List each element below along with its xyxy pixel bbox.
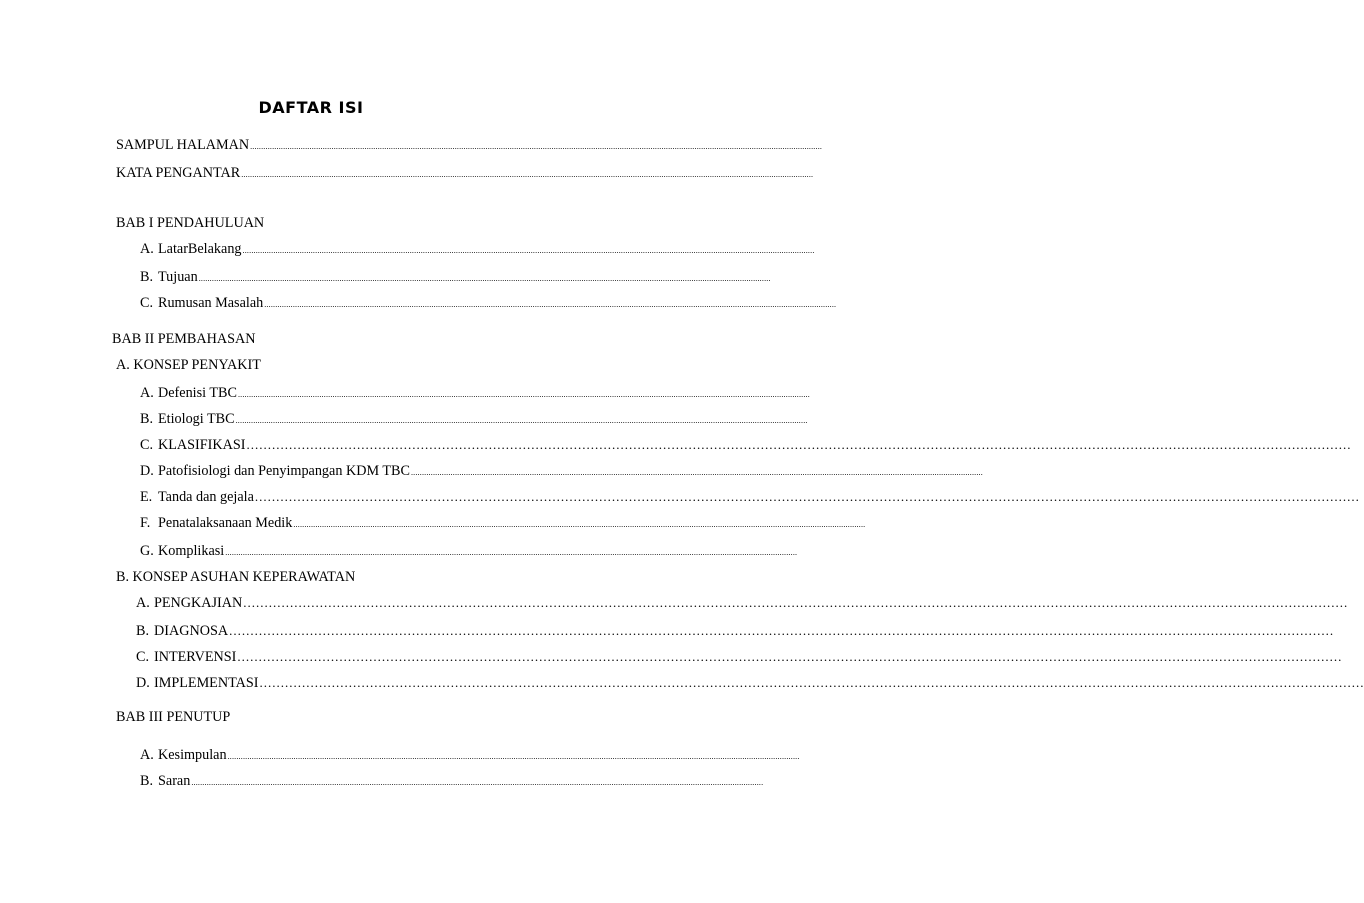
toc-entry-sampul[interactable] (116, 134, 823, 156)
toc-entry-number: B. (136, 623, 150, 639)
toc-leader-dots: .................................................................................................................................................................................................................................................................... (237, 390, 810, 399)
toc-entry-number: C. (140, 437, 154, 453)
toc-entry-tanda-dan-gejala[interactable] (140, 486, 1360, 508)
toc-entry-rumusan-masalah[interactable] (140, 292, 837, 314)
chapter-heading-bab-1: BAB I PENDAHULUAN (116, 215, 265, 231)
toc-leader-dots: .................................................................................................................................................................................................................................................................... (235, 416, 808, 425)
toc-leader-dots: .................................................................................................................................................................................................................................................................... (259, 675, 1364, 690)
toc-entry-label: LatarBelakang (158, 241, 242, 257)
toc-entry-kesimpulan[interactable] (140, 744, 800, 766)
toc-entry-label: Penatalaksanaan Medik (158, 515, 293, 531)
toc-entry-label: KATA PENGANTAR (116, 165, 241, 181)
toc-entry-number: B. (140, 773, 154, 789)
toc-leader-dots: .................................................................................................................................................................................................................................................................... (191, 778, 764, 787)
toc-entry-number: B. (140, 411, 154, 427)
toc-entry-implementasi[interactable] (136, 672, 1364, 694)
toc-entry-label: Kesimpulan (158, 747, 227, 763)
toc-leader-dots: .................................................................................................................................................................................................................................................................... (198, 274, 771, 283)
toc-entry-label: Patofisiologi dan Penyimpangan KDM TBC (158, 463, 410, 479)
chapter-heading-bab-3: BAB III PENUTUP (116, 709, 231, 725)
toc-leader-dots: .................................................................................................................................................................................................................................................................... (246, 437, 1352, 452)
toc-entry-label: Etiologi TBC (158, 411, 235, 427)
toc-entry-number: C. (140, 295, 154, 311)
toc-entry-number: B. (140, 269, 154, 285)
toc-entry-number: F. (140, 515, 151, 531)
toc-leader-dots: .................................................................................................................................................................................................................................................................... (410, 468, 983, 477)
toc-entry-etiologi-tbc[interactable] (140, 408, 808, 430)
toc-entry-number: C. (136, 649, 150, 665)
toc-entry-diagnosa[interactable] (136, 620, 1335, 642)
toc-leader-dots: .................................................................................................................................................................................................................................................................... (293, 520, 866, 529)
toc-leader-dots: .................................................................................................................................................................................................................................................................... (237, 649, 1343, 664)
toc-entry-number: A. (140, 385, 154, 401)
toc-entry-latar-belakang[interactable] (140, 238, 815, 260)
toc-entry-label: DIAGNOSA (154, 623, 229, 639)
toc-entry-klasifikasi[interactable] (140, 434, 1352, 456)
toc-entry-kata-pengantar[interactable] (116, 162, 814, 184)
toc-leader-dots: .................................................................................................................................................................................................................................................................... (254, 489, 1360, 504)
toc-entry-label: Tujuan (158, 269, 198, 285)
toc-entry-intervensi[interactable] (136, 646, 1343, 668)
toc-entry-number: A. (140, 241, 154, 257)
toc-entry-label: Defenisi TBC (158, 385, 237, 401)
toc-entry-label: IMPLEMENTASI (154, 675, 259, 691)
toc-entry-label: SAMPUL HALAMAN (116, 137, 250, 153)
toc-entry-label: Saran (158, 773, 191, 789)
toc-entry-label: Tanda dan gejala (158, 489, 254, 505)
toc-entry-komplikasi[interactable] (140, 540, 798, 562)
toc-entry-label: PENGKAJIAN (154, 595, 243, 611)
toc-leader-dots: .................................................................................................................................................................................................................................................................... (264, 300, 837, 309)
section-heading-konsep-penyakit: A. KONSEP PENYAKIT (116, 357, 261, 373)
toc-entry-label: INTERVENSI (154, 649, 237, 665)
toc-leader-dots: .................................................................................................................................................................................................................................................................... (241, 170, 814, 179)
toc-entry-pengkajian[interactable] (136, 592, 1349, 614)
toc-entry-number: D. (140, 463, 154, 479)
toc-entry-penatalaksanaan-medik[interactable] (140, 512, 866, 534)
toc-leader-dots: .................................................................................................................................................................................................................................................................... (225, 548, 798, 557)
toc-entry-label: KLASIFIKASI (158, 437, 246, 453)
page-title: DAFTAR ISI (258, 98, 364, 117)
toc-entry-label: Komplikasi (158, 543, 225, 559)
toc-entry-number: D. (136, 675, 150, 691)
toc-entry-patofisiologi[interactable] (140, 460, 983, 482)
toc-leader-dots: .................................................................................................................................................................................................................................................................... (242, 246, 815, 255)
toc-entry-saran[interactable] (140, 770, 764, 792)
toc-entry-defenisi-tbc[interactable] (140, 382, 810, 404)
toc-leader-dots: .................................................................................................................................................................................................................................................................... (243, 595, 1349, 610)
toc-leader-dots: .................................................................................................................................................................................................................................................................... (250, 142, 823, 151)
toc-leader-dots: .................................................................................................................................................................................................................................................................... (229, 623, 1335, 638)
toc-entry-tujuan[interactable] (140, 266, 771, 288)
chapter-heading-bab-2: BAB II PEMBAHASAN (112, 331, 256, 347)
toc-entry-number: G. (140, 543, 154, 559)
toc-entry-number: A. (136, 595, 150, 611)
toc-leader-dots: .................................................................................................................................................................................................................................................................... (227, 752, 800, 761)
toc-entry-number: A. (140, 747, 154, 763)
section-heading-konsep-asuhan: B. KONSEP ASUHAN KEPERAWATAN (116, 569, 356, 585)
toc-entry-label: Rumusan Masalah (158, 295, 264, 311)
toc-entry-number: E. (140, 489, 153, 505)
